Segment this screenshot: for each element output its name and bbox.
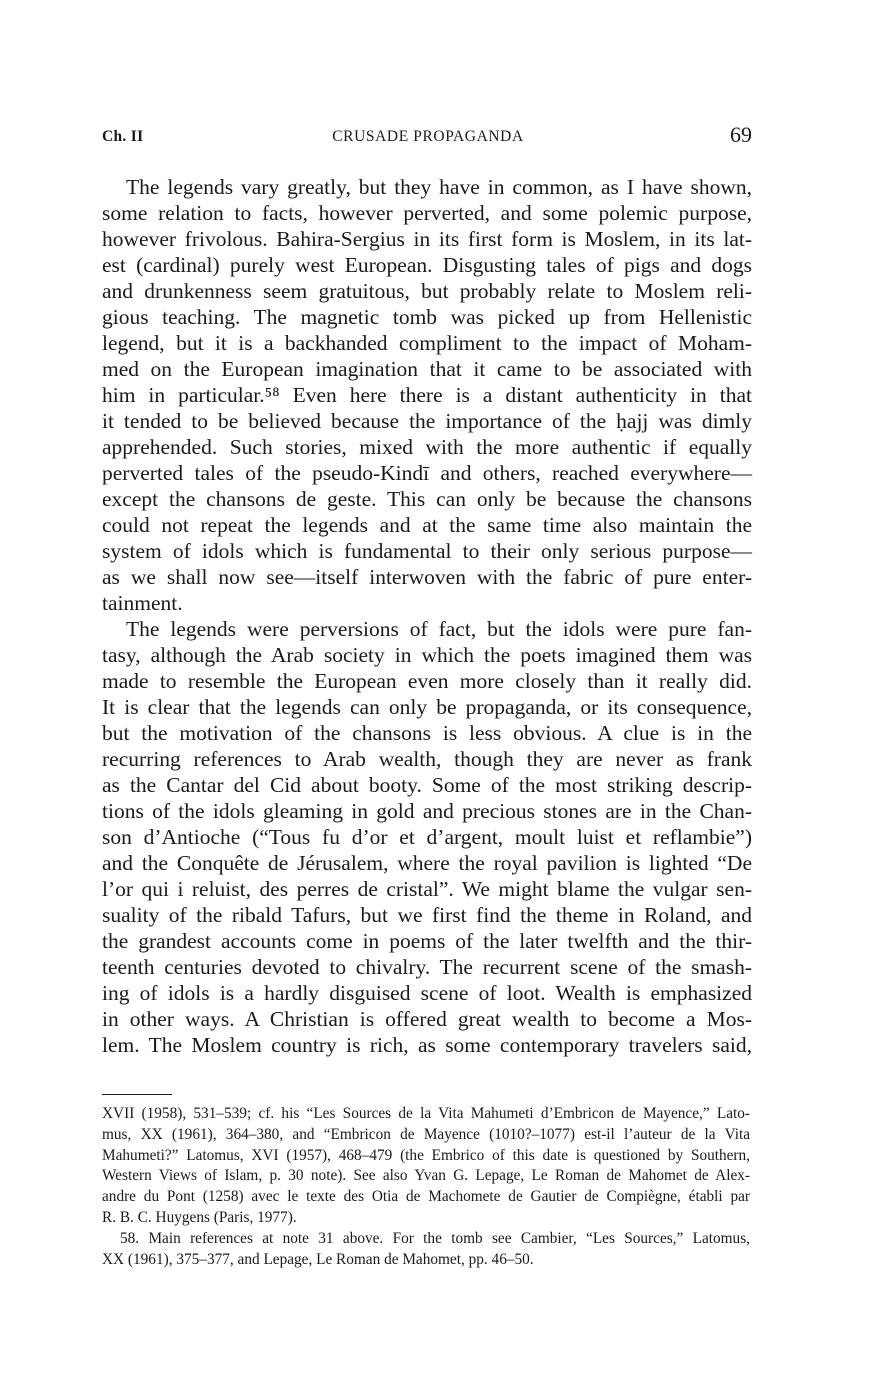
text-line: tasy, although the Arab society in which the poets imagined them was: [102, 643, 752, 667]
text-line: as the Cantar del Cid about booty. Some of the most striking descrip-: [102, 773, 752, 797]
text-line: l’or qui i reluist, des perres de cristal”. We might blame the vulgar sen-: [102, 877, 752, 901]
text-line: It is clear that the legends can only be propaganda, or its consequence,: [102, 695, 752, 719]
text-line: med on the European imagination that it came to be associated with: [102, 357, 752, 381]
text-line: est (cardinal) purely west European. Disgusting tales of pigs and dogs: [102, 253, 752, 277]
footnote-line: andre du Pont (1258) avec le texte des Otia de Machomete de Gautier de Compiègne, établi par: [102, 1188, 750, 1206]
text-line: in other ways. A Christian is offered great wealth to become a Mos-: [102, 1007, 752, 1031]
footnote-line: mus, XX (1961), 364–380, and “Embricon de Mayence (1010?–1077) est-il l’auteur de la Vita: [102, 1125, 750, 1143]
footnote-line: 58. Main references at note 31 above. For the tomb see Cambier, “Les Sources,” Latomus,: [120, 1229, 750, 1247]
text-line: the grandest accounts come in poems of the later twelfth and the thir-: [102, 929, 752, 953]
text-line: except the chansons de geste. This can only be because the chansons: [102, 487, 752, 511]
text-line: The legends were perversions of fact, but the idols were pure fan-: [126, 617, 752, 641]
text-line: suality of the ribald Tafurs, but we first find the theme in Roland, and: [102, 903, 752, 927]
page-number: 69: [730, 122, 752, 147]
text-line: ing of idols is a hardly disguised scene of loot. Wealth is emphasized: [102, 981, 752, 1005]
text-line: tions of the idols gleaming in gold and precious stones are in the Chan-: [102, 799, 752, 823]
running-header: [102, 124, 754, 148]
text-line: him in particular.⁵⁸ Even here there is a distant authenticity in that: [102, 383, 752, 407]
footnote-line: Western Views of Islam, p. 30 note). See also Yvan G. Lepage, Le Roman de Mahomet de Alex-: [102, 1167, 750, 1185]
text-line: apprehended. Such stories, mixed with the more authentic if equally: [102, 435, 752, 459]
footnotes: [102, 1104, 750, 1270]
text-line: and the Conquête de Jérusalem, where the royal pavilion is lighted “De: [102, 851, 752, 875]
running-title: CRUSADE PROPAGANDA: [332, 128, 524, 145]
text-line: The legends vary greatly, but they have in common, as I have shown,: [126, 175, 752, 199]
text-line: tainment.: [102, 591, 183, 615]
text-line: and drunkenness seem gratuitous, but probably relate to Moslem reli-: [102, 279, 752, 303]
text-line: but the motivation of the chansons is less obvious. A clue is in the: [102, 721, 752, 745]
text-line: recurring references to Arab wealth, though they are never as frank: [102, 747, 752, 771]
text-line: son d’Antioche (“Tous fu d’or et d’argent, moult luist et reflambie”): [102, 825, 752, 849]
text-line: could not repeat the legends and at the same time also maintain the: [102, 513, 752, 537]
text-line: it tended to be believed because the importance of the ḥajj was dimly: [102, 409, 752, 433]
footnote-line: R. B. C. Huygens (Paris, 1977).: [102, 1208, 297, 1226]
text-line: system of idols which is fundamental to their only serious purpose—: [102, 539, 752, 563]
text-line: made to resemble the European even more closely than it really did.: [102, 669, 752, 693]
chapter-label: Ch. II: [102, 128, 144, 145]
text-line: legend, but it is a backhanded compliment to the impact of Moham-: [102, 331, 752, 355]
text-line: as we shall now see—itself interwoven with the fabric of pure enter-: [102, 565, 752, 589]
text-line: however frivolous. Bahira-Sergius in its first form is Moslem, in its lat-: [102, 227, 752, 251]
text-line: lem. The Moslem country is rich, as some contemporary travelers said,: [102, 1033, 752, 1057]
text-line: teenth centuries devoted to chivalry. The recurrent scene of the smash-: [102, 955, 752, 979]
text-line: some relation to facts, however perverted, and some polemic purpose,: [102, 201, 752, 225]
text-line: gious teaching. The magnetic tomb was picked up from Hellenistic: [102, 305, 752, 329]
main-text: [102, 174, 752, 1058]
footnote-line: XX (1961), 375–377, and Lepage, Le Roman de Mahomet, pp. 46–50.: [102, 1250, 534, 1268]
footnote-line: XVII (1958), 531–539; cf. his “Les Sources de la Vita Mahumeti d’Embricon de Mayence,” Lato-: [102, 1105, 750, 1122]
footnote-line: Mahumeti?” Latomus, XVI (1957), 468–479 (the Embrico of this date is questioned by Southern,: [102, 1146, 750, 1164]
text-line: perverted tales of the pseudo-Kindī and others, reached everywhere—: [102, 461, 752, 485]
footnote-rule: [102, 1094, 172, 1095]
